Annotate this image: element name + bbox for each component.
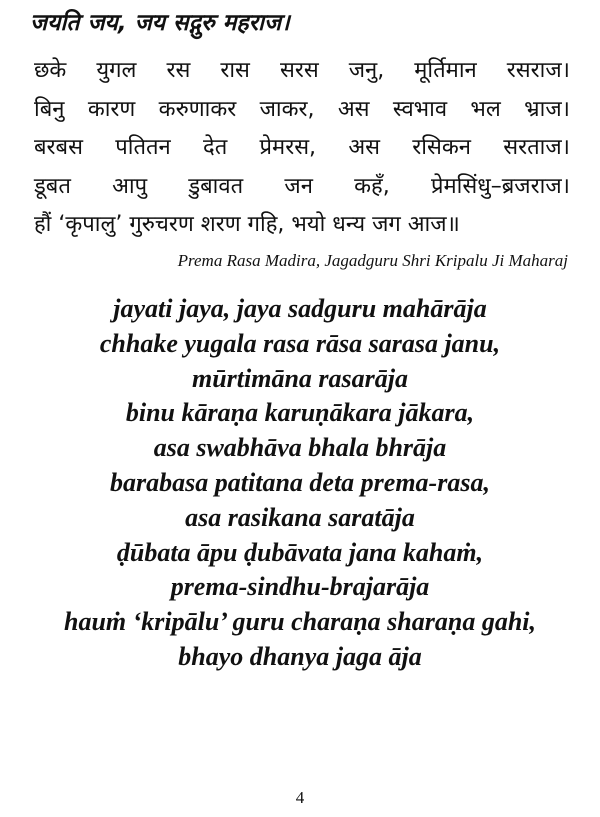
- hindi-verse: [34, 52, 570, 245]
- transliteration-line-6: barabasa patitana deta prema-rasa,: [110, 467, 490, 497]
- verse-attribution: Prema Rasa Madira, Jagadguru Shri Kripalu Ji Maharaj: [177, 251, 568, 270]
- verse-heading: जयति जय, जय सद्गुरु महराज।: [30, 10, 290, 36]
- hindi-verse-line-5: हौं ‘कृपालु’ गुरुचरण शरण गहि, भयो धन्य जग आज॥: [34, 212, 460, 237]
- transliteration-line-3: mūrtimāna rasarāja: [191, 363, 408, 393]
- transliteration-line-8: ḍūbata āpu ḍubāvata jana kahaṁ,: [116, 537, 484, 567]
- transliteration: [0, 292, 600, 675]
- transliteration-line-4: binu kāraṇa karuṇākara jākara,: [125, 398, 475, 428]
- hindi-verse-line-2: बिनु कारण करुणाकर जाकर, अस स्वभाव भल भ्राज।: [34, 96, 570, 122]
- transliteration-line-9: prema-sindhu-brajarāja: [170, 572, 430, 602]
- hindi-verse-line-3: बरबस पतितन देत प्रेमरस, अस रसिकन सरताज।: [34, 135, 570, 160]
- transliteration-line-10: hauṁ ‘kripālu’ guru charaṇa sharaṇa gahi,: [63, 607, 536, 637]
- hindi-verse-line-4: डूबत आपु डुबावत जन कहँ, प्रेमसिंधु–ब्रजराज।: [34, 173, 570, 199]
- transliteration-line-11: bhayo dhanya jaga āja: [178, 641, 422, 671]
- page-number: 4: [295, 788, 305, 807]
- transliteration-line-1: jayati jaya, jaya sadguru mahārāja: [113, 294, 487, 323]
- transliteration-line-5: asa swabhāva bhala bhrāja: [153, 433, 447, 463]
- hindi-verse-line-1: छके युगल रस रास सरस जनु, मूर्तिमान रसराज।: [34, 58, 570, 83]
- transliteration-line-2: chhake yugala rasa rāsa sarasa janu,: [99, 328, 501, 358]
- transliteration-line-7: asa rasikana saratāja: [185, 502, 415, 532]
